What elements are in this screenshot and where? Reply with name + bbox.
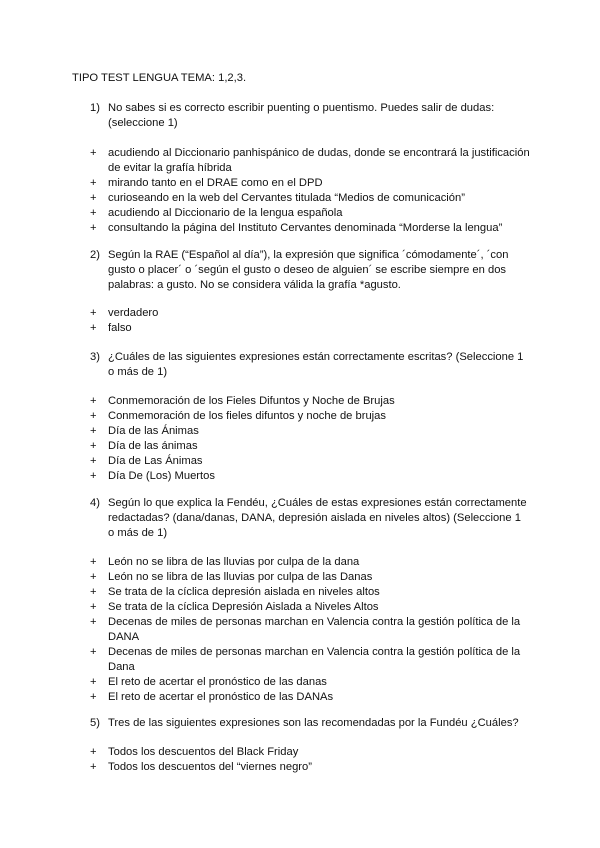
list-item: [90, 615, 530, 645]
plus-icon: +: [90, 207, 97, 219]
plus-icon: +: [90, 556, 97, 568]
option-text: Día de las ánimas: [108, 440, 198, 452]
list-item: [90, 585, 530, 600]
question-number: 1): [90, 102, 100, 114]
question-3-options: [90, 394, 530, 484]
option-text: Día de las Ánimas: [108, 425, 199, 437]
option-text: Todos los descuentos del Black Friday: [108, 746, 299, 758]
list-item: [90, 570, 530, 585]
question-number: 2): [90, 249, 100, 261]
plus-icon: +: [90, 322, 97, 334]
option-text: El reto de acertar el pronóstico de las danas: [108, 676, 327, 688]
list-item: [90, 424, 530, 439]
plus-icon: +: [90, 222, 97, 234]
option-text: acudiendo al Diccionario de la lengua española: [108, 207, 343, 219]
question-5-options: [90, 745, 530, 775]
list-item: [90, 191, 530, 206]
list-item: [90, 176, 530, 191]
option-text: Se trata de la cíclica Depresión Aislada a Niveles Altos: [108, 601, 379, 613]
option-text: Decenas de miles de personas marchan en Valencia contra la gestión política de la DANA: [108, 616, 521, 643]
plus-icon: +: [90, 571, 97, 583]
list-item: [90, 555, 530, 570]
list-item: [90, 306, 530, 321]
plus-icon: +: [90, 455, 97, 467]
list-item: [90, 645, 530, 675]
plus-icon: +: [90, 691, 97, 703]
option-text: Todos los descuentos del “viernes negro”: [108, 761, 312, 773]
question-3: [90, 350, 530, 380]
plus-icon: +: [90, 425, 97, 437]
plus-icon: +: [90, 177, 97, 189]
question-number: 3): [90, 351, 100, 363]
question-number: 5): [90, 717, 100, 729]
question-text: Según la RAE (“Español al día”), la expresión que significa ´cómodamente´, ´con gusto o placer´ o ´según el gusto o deseo de alguien´ se escribe siempre en dos palabras: a gusto. No se considera válida la grafía *agusto.: [108, 249, 509, 291]
option-text: verdadero: [108, 307, 159, 319]
question-2-options: [90, 306, 530, 336]
option-text: Día De (Los) Muertos: [108, 470, 215, 482]
plus-icon: +: [90, 746, 97, 758]
plus-icon: +: [90, 440, 97, 452]
list-item: [90, 439, 530, 454]
option-text: Día de Las Ánimas: [108, 455, 203, 467]
option-text: falso: [108, 322, 132, 334]
list-item: [90, 600, 530, 615]
list-item: [90, 760, 530, 775]
list-item: [90, 146, 530, 176]
plus-icon: +: [90, 192, 97, 204]
plus-icon: +: [90, 307, 97, 319]
list-item: [90, 454, 530, 469]
option-text: acudiendo al Diccionario panhispánico de dudas, donde se encontrará la justificación de evitar la grafía híbrida: [108, 147, 530, 174]
option-text: consultando la página del Instituto Cervantes denominada “Morderse la lengua”: [108, 222, 503, 234]
list-item: [90, 321, 530, 336]
question-2: [90, 248, 530, 293]
list-item: [90, 409, 530, 424]
option-text: Conmemoración de los fieles difuntos y noche de brujas: [108, 410, 386, 422]
list-item: [90, 690, 530, 705]
question-1: [90, 101, 530, 131]
question-5: [90, 716, 530, 731]
option-text: León no se libra de las lluvias por culpa de la dana: [108, 556, 360, 568]
question-4-options: [90, 555, 530, 705]
option-text: El reto de acertar el pronóstico de las DANAs: [108, 691, 334, 703]
list-item: [90, 469, 530, 484]
option-text: Decenas de miles de personas marchan en Valencia contra la gestión política de la Dana: [108, 646, 521, 673]
plus-icon: +: [90, 601, 97, 613]
plus-icon: +: [90, 470, 97, 482]
plus-icon: +: [90, 147, 97, 159]
option-text: curioseando en la web del Cervantes titulada “Medios de comunicación”: [108, 192, 465, 204]
question-text: No sabes si es correcto escribir puenting o puentismo. Puedes salir de dudas: (seleccione 1): [108, 102, 495, 129]
question-number: 4): [90, 497, 100, 509]
question-1-options: [90, 146, 530, 236]
option-text: mirando tanto en el DRAE como en el DPD: [108, 177, 323, 189]
list-item: [90, 675, 530, 690]
plus-icon: +: [90, 395, 97, 407]
question-4: [90, 496, 530, 541]
list-item: [90, 745, 530, 760]
document-title: TIPO TEST LENGUA TEMA: 1,2,3.: [72, 72, 247, 84]
question-text: Según lo que explica la Fendéu, ¿Cuáles de estas expresiones están correctamente redactadas? (dana/danas, DANA, depresión aislada en niveles altos) (Seleccione 1 o más de 1): [108, 497, 527, 539]
plus-icon: +: [90, 646, 97, 658]
plus-icon: +: [90, 616, 97, 628]
plus-icon: +: [90, 410, 97, 422]
question-text: ¿Cuáles de las siguientes expresiones están correctamente escritas? (Seleccione 1 o más de 1): [108, 351, 524, 378]
plus-icon: +: [90, 676, 97, 688]
list-item: [90, 221, 530, 236]
plus-icon: +: [90, 761, 97, 773]
question-text: Tres de las siguientes expresiones son las recomendadas por la Fundéu ¿Cuáles?: [108, 717, 519, 729]
plus-icon: +: [90, 586, 97, 598]
list-item: [90, 394, 530, 409]
list-item: [90, 206, 530, 221]
option-text: León no se libra de las lluvias por culpa de las Danas: [108, 571, 373, 583]
option-text: Se trata de la cíclica depresión aislada en niveles altos: [108, 586, 380, 598]
option-text: Conmemoración de los Fieles Difuntos y Noche de Brujas: [108, 395, 395, 407]
